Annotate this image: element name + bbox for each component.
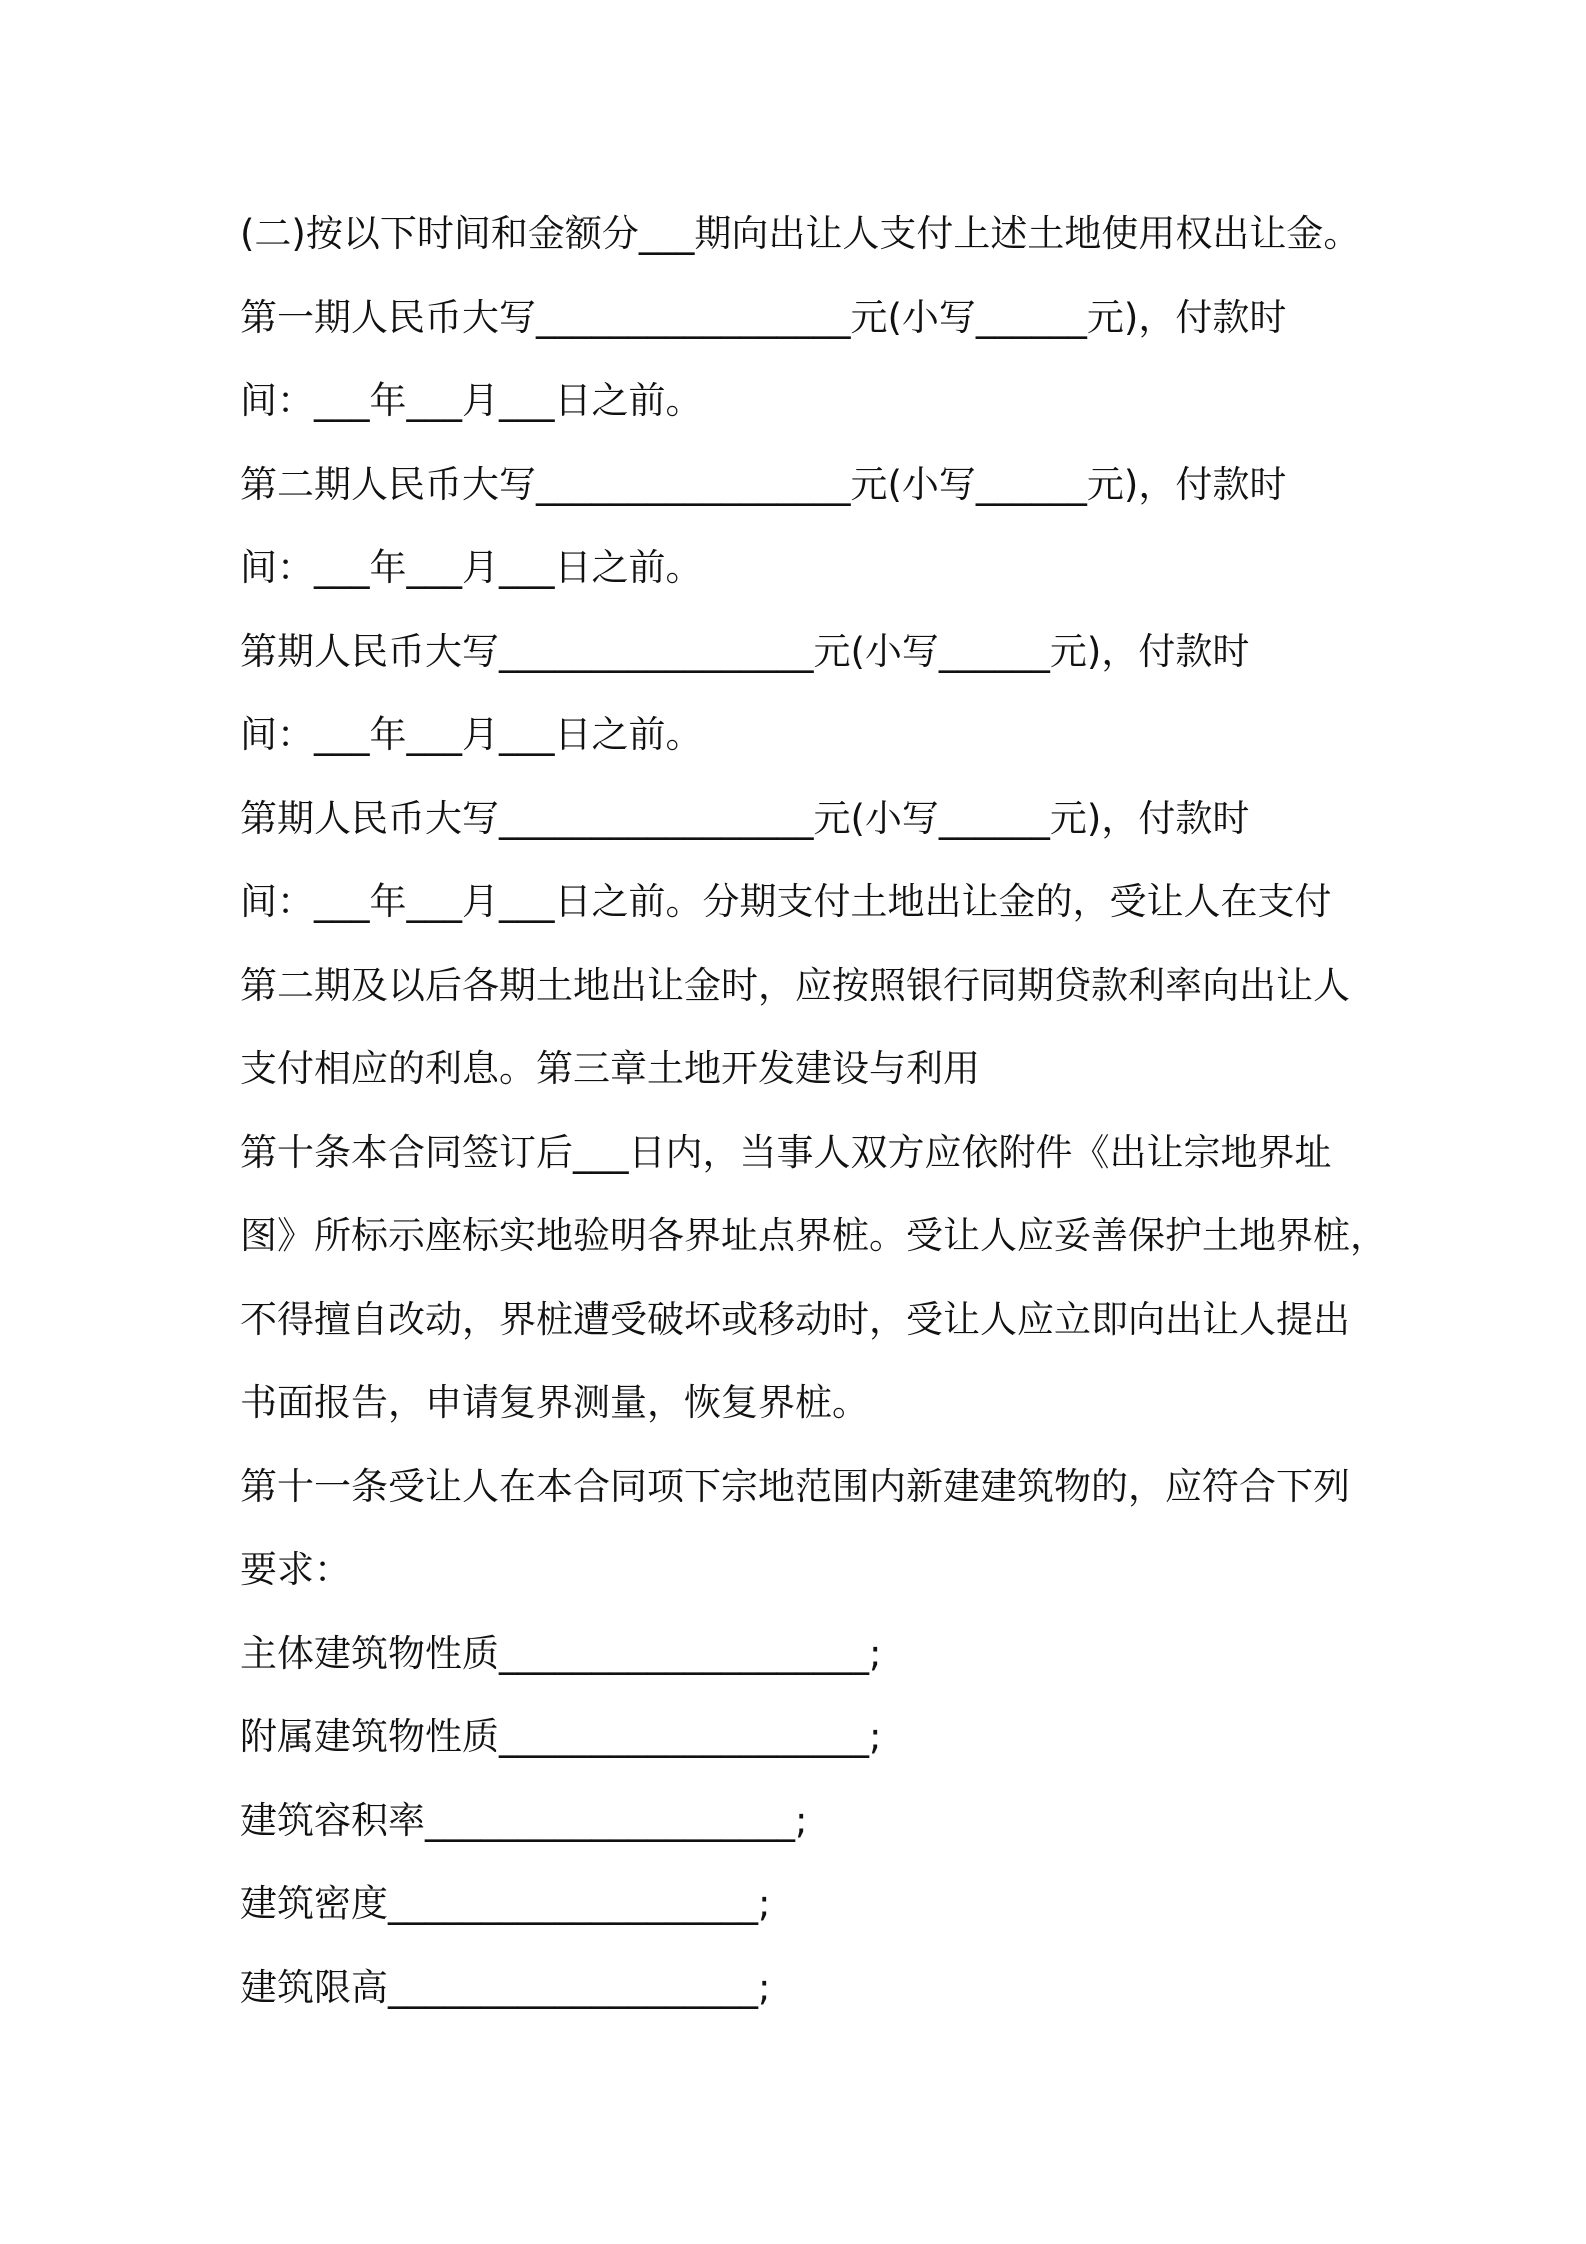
text-line-article-ten-end: 书面报告，申请复界测量，恢复界桩。	[240, 1381, 869, 1424]
text-line-height-limit: 建筑限高____________________;	[240, 1965, 771, 2009]
text-line-article-ten-start: 第十条本合同签订后___日内，当事人双方应依附件《出让宗地界址	[240, 1130, 1332, 1174]
text-line-first-installment-date: 间：___年___月___日之前。	[240, 379, 703, 422]
text-line-article-eleven-requirements: 要求：	[240, 1548, 351, 1591]
text-line-article-eleven-start: 第十一条受让人在本合同项下宗地范围内新建建筑物的，应符合下列	[240, 1464, 1350, 1508]
text-line-third-installment-date: 间：___年___月___日之前。	[240, 713, 703, 756]
text-line-main-building-nature: 主体建筑物性质____________________;	[240, 1631, 882, 1675]
text-line-second-installment: 第二期人民币大写_________________元(小写______元)，付款时	[240, 462, 1287, 506]
text-line-first-installment: 第一期人民币大写_________________元(小写______元)，付款时	[240, 295, 1287, 339]
text-line-fourth-installment: 第期人民币大写_________________元(小写______元)，付款时	[240, 796, 1250, 840]
text-line-auxiliary-building-nature: 附属建筑物性质____________________;	[240, 1715, 882, 1758]
text-line-second-installment-date: 间：___年___月___日之前。	[240, 546, 703, 589]
text-line-chapter-three: 支付相应的利息。第三章土地开发建设与利用	[240, 1047, 980, 1090]
text-line-installments-intro: (二)按以下时间和金额分___期向出让人支付上述土地使用权出让金。	[240, 212, 1361, 255]
text-line-article-ten-cont-2: 不得擅自改动，界桩遭受破坏或移动时，受让人应立即向出让人提出	[240, 1297, 1350, 1341]
text-line-article-ten-cont-1: 图》所标示座标实地验明各界址点界桩。受让人应妥善保护土地界桩，	[240, 1214, 1387, 1257]
text-line-interest-clause: 第二期及以后各期土地出让金时，应按照银行同期贷款利率向出让人	[240, 963, 1350, 1007]
text-line-floor-area-ratio: 建筑容积率____________________;	[240, 1798, 808, 1842]
text-line-fourth-installment-date: 间：___年___月___日之前。分期支付土地出让金的，受让人在支付	[240, 880, 1332, 923]
text-line-third-installment: 第期人民币大写_________________元(小写______元)，付款时	[240, 629, 1250, 673]
contract-text-body	[240, 192, 1387, 2029]
text-line-building-density: 建筑密度____________________;	[240, 1882, 771, 1925]
